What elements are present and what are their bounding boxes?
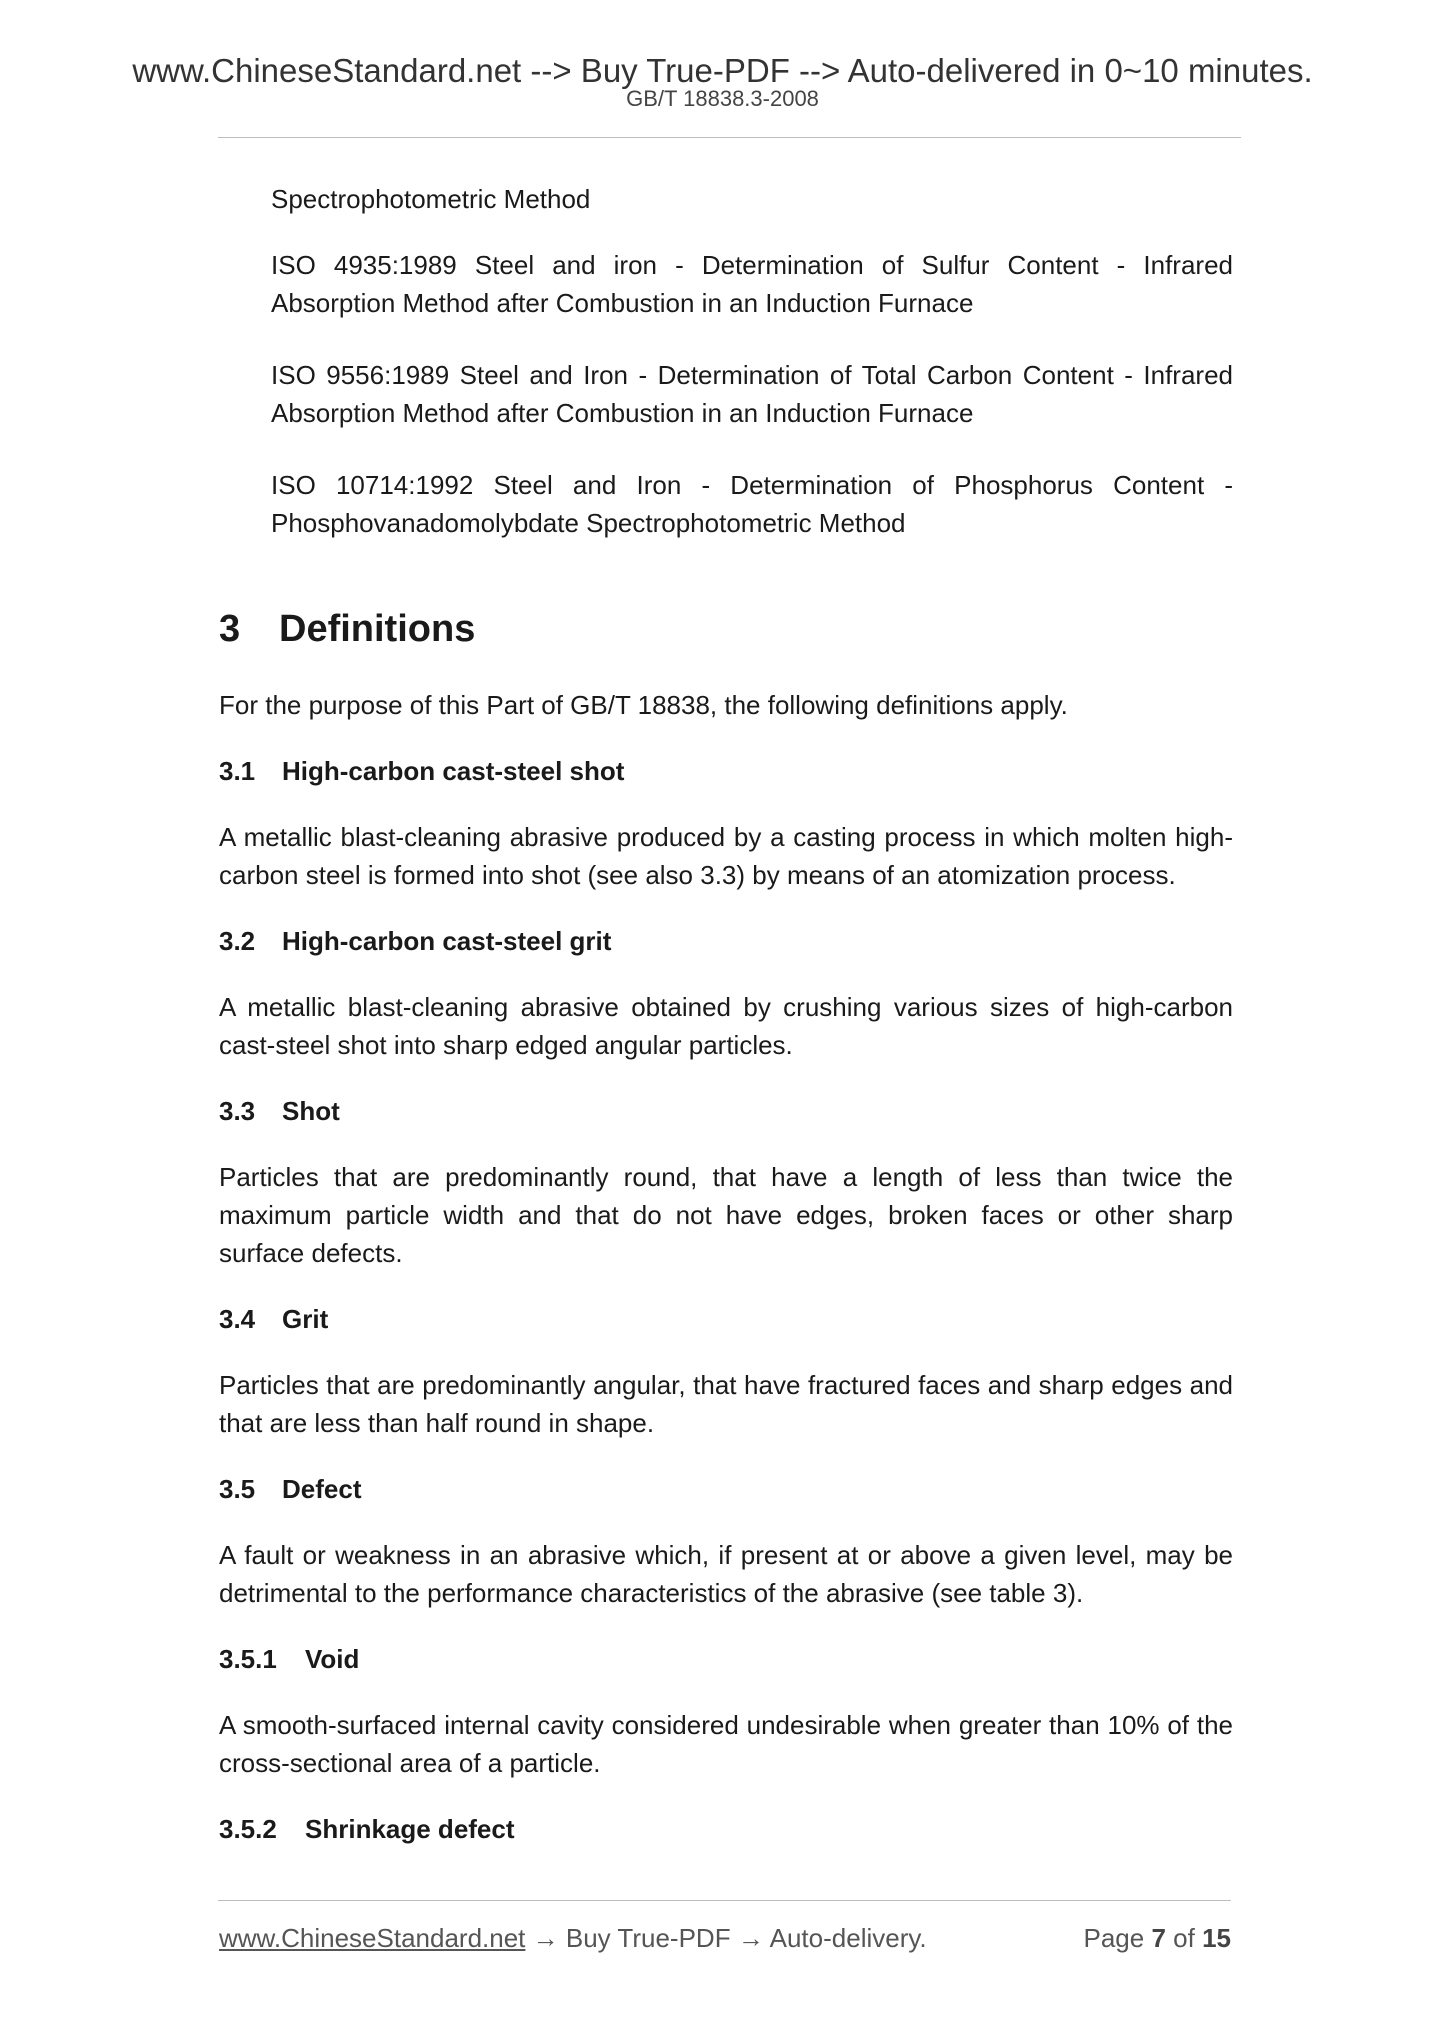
term-title: Shrinkage defect (305, 1814, 515, 1844)
term-definition: Particles that are predominantly angular, that have fractured faces and sharp edges and that are less than half round in shape. (219, 1370, 1233, 1438)
term-heading (219, 752, 1233, 790)
term-definition: A fault or weakness in an abrasive which, if present at or above a given level, may be detrimental to the performance characteristics of the abrasive (see table 3). (219, 1540, 1233, 1608)
footer-site-link[interactable]: www.ChineseStandard.net (219, 1923, 526, 1953)
term-heading (219, 922, 1233, 960)
header-banner: www.ChineseStandard.net --> Buy True-PDF --> Auto-delivered in 0~10 minutes. (132, 52, 1313, 89)
term-heading (219, 1640, 1233, 1678)
term-title: High-carbon cast-steel shot (282, 756, 625, 786)
term-title: Grit (282, 1304, 329, 1334)
term-definition: A smooth-surfaced internal cavity considered undesirable when greater than 10% of the cross-sectional area of a particle. (219, 1710, 1233, 1778)
footer-delivery-text: Auto-delivery. (769, 1923, 927, 1953)
term-title: Void (305, 1644, 360, 1674)
header-divider (218, 137, 1241, 138)
term-heading (219, 1300, 1233, 1338)
footer-divider (218, 1900, 1231, 1901)
term-title: Shot (282, 1096, 340, 1126)
reference-item: ISO 9556:1989 Steel and Iron - Determination of Total Carbon Content - Infrared Absorption Method after Combustion in an Induction Furnace (271, 360, 1233, 428)
page-total: 15 (1202, 1923, 1231, 1953)
reference-item: ISO 10714:1992 Steel and Iron - Determination of Phosphorus Content - Phosphovanadomolybdate Spectrophotometric Method (271, 470, 1233, 538)
section-number: 3 (219, 608, 241, 650)
term-number: 3.5 (219, 1474, 256, 1504)
document-id: GB/T 18838.3-2008 (626, 86, 819, 111)
term-heading (219, 1810, 1233, 1848)
term-number: 3.5.2 (219, 1814, 277, 1844)
term-definition: Particles that are predominantly round, that have a length of less than twice the maximum particle width and that do not have edges, broken faces or other sharp surface defects. (219, 1162, 1233, 1268)
term-number: 3.2 (219, 926, 256, 956)
term-number: 3.5.1 (219, 1644, 277, 1674)
footer-buy-text: Buy True-PDF (565, 1923, 731, 1953)
term-definition: A metallic blast-cleaning abrasive produced by a casting process in which molten high-carbon steel is formed into shot (see also 3.3) by means of an atomization process. (219, 822, 1233, 890)
page-footer (219, 1920, 1231, 1956)
arrow-right-icon: → (532, 1923, 559, 1953)
arrow-right-icon: → (737, 1923, 764, 1953)
page-content (219, 180, 1233, 1876)
reference-item: ISO 4935:1989 Steel and iron - Determination of Sulfur Content - Infrared Absorption Method after Combustion in an Induction Furnace (271, 250, 1233, 318)
page-indicator (1083, 1920, 1231, 1956)
term-title: High-carbon cast-steel grit (282, 926, 612, 956)
section-title: Definitions (279, 608, 476, 650)
page-current: 7 (1151, 1923, 1166, 1953)
section-intro: For the purpose of this Part of GB/T 18838, the following definitions apply. (219, 690, 1068, 720)
of-word: of (1173, 1923, 1195, 1953)
term-number: 3.1 (219, 756, 256, 786)
term-definition: A metallic blast-cleaning abrasive obtained by crushing various sizes of high-carbon cast-steel shot into sharp edged angular particles. (219, 992, 1233, 1060)
term-heading (219, 1092, 1233, 1130)
section-heading (219, 606, 1233, 652)
term-number: 3.3 (219, 1096, 256, 1126)
term-number: 3.4 (219, 1304, 256, 1334)
reference-continuation: Spectrophotometric Method (271, 184, 591, 214)
term-heading (219, 1470, 1233, 1508)
page-word: Page (1083, 1923, 1145, 1953)
term-title: Defect (282, 1474, 362, 1504)
